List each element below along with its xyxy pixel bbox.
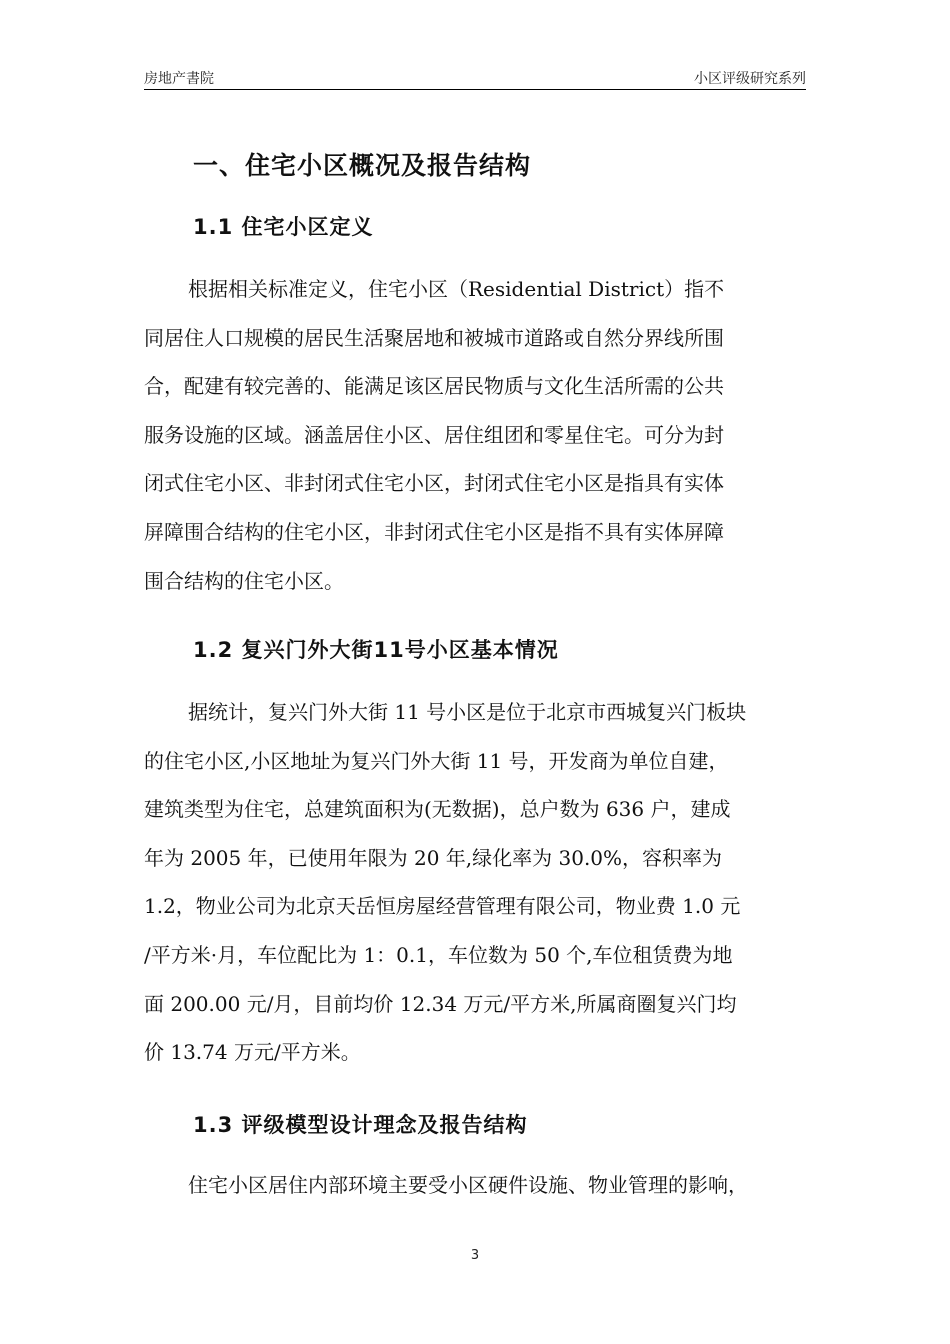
text-line: 同居住人口规模的居民生活聚居地和被城市道路或自然分界线所围 [144,325,724,350]
text-line: 合，配建有较完善的、能满足该区居民物质与文化生活所需的公共 [144,374,724,399]
page-header [144,66,806,88]
text-line: 根据相关标准定义，住宅小区（Residential District）指不 [188,277,725,301]
paragraph-definition [144,265,812,605]
text-line: 的住宅小区,小区地址为复兴门外大街 11 号，开发商为单位自建， [144,748,729,773]
subsection-title-1-2: 1.2 复兴门外大街11号小区基本情况 [193,638,559,662]
text-line: /平方米·月，车位配比为 1：0.1，车位数为 50 个,车位租赁费为地 [144,942,733,967]
text-line: 住宅小区居住内部环境主要受小区硬件设施、物业管理的影响， [188,1173,748,1197]
subsection-title-1-1: 1.1 住宅小区定义 [193,215,374,239]
section-title: 一、住宅小区概况及报告结构 [193,151,532,180]
text-line: 屏障围合结构的住宅小区，非封闭式住宅小区是指不具有实体屏障 [144,519,724,544]
text-line: 闭式住宅小区、非封闭式住宅小区，封闭式住宅小区是指具有实体 [144,471,724,496]
text-line: 面 200.00 元/月，目前均价 12.34 万元/平方米,所属商圈复兴门均 [144,991,737,1016]
text-line: 年为 2005 年，已使用年限为 20 年,绿化率为 30.0%，容积率为 [144,845,723,870]
header-publisher: 房地产書院 [144,71,214,87]
text-line: 据统计，复兴门外大街 11 号小区是位于北京市西城复兴门板块 [188,700,747,724]
text-line: 1.2，物业公司为北京天岳恒房屋经营管理有限公司，物业费 1.0 元 [144,894,741,919]
text-line: 服务设施的区域。涵盖居住小区、居住组团和零星住宅。可分为封 [144,422,724,447]
text-line: 建筑类型为住宅，总建筑面积为(无数据)，总户数为 636 户，建成 [144,797,731,822]
header-divider [144,89,806,90]
paragraph-basic-info [144,688,812,1077]
header-series: 小区评级研究系列 [694,71,806,87]
page-number: 3 [470,1248,480,1263]
subsection-title-1-3: 1.3 评级模型设计理念及报告结构 [193,1113,528,1137]
text-line: 价 13.74 万元/平方米。 [144,1040,361,1065]
paragraph-model-design [144,1161,812,1210]
text-line: 围合结构的住宅小区。 [144,568,344,593]
